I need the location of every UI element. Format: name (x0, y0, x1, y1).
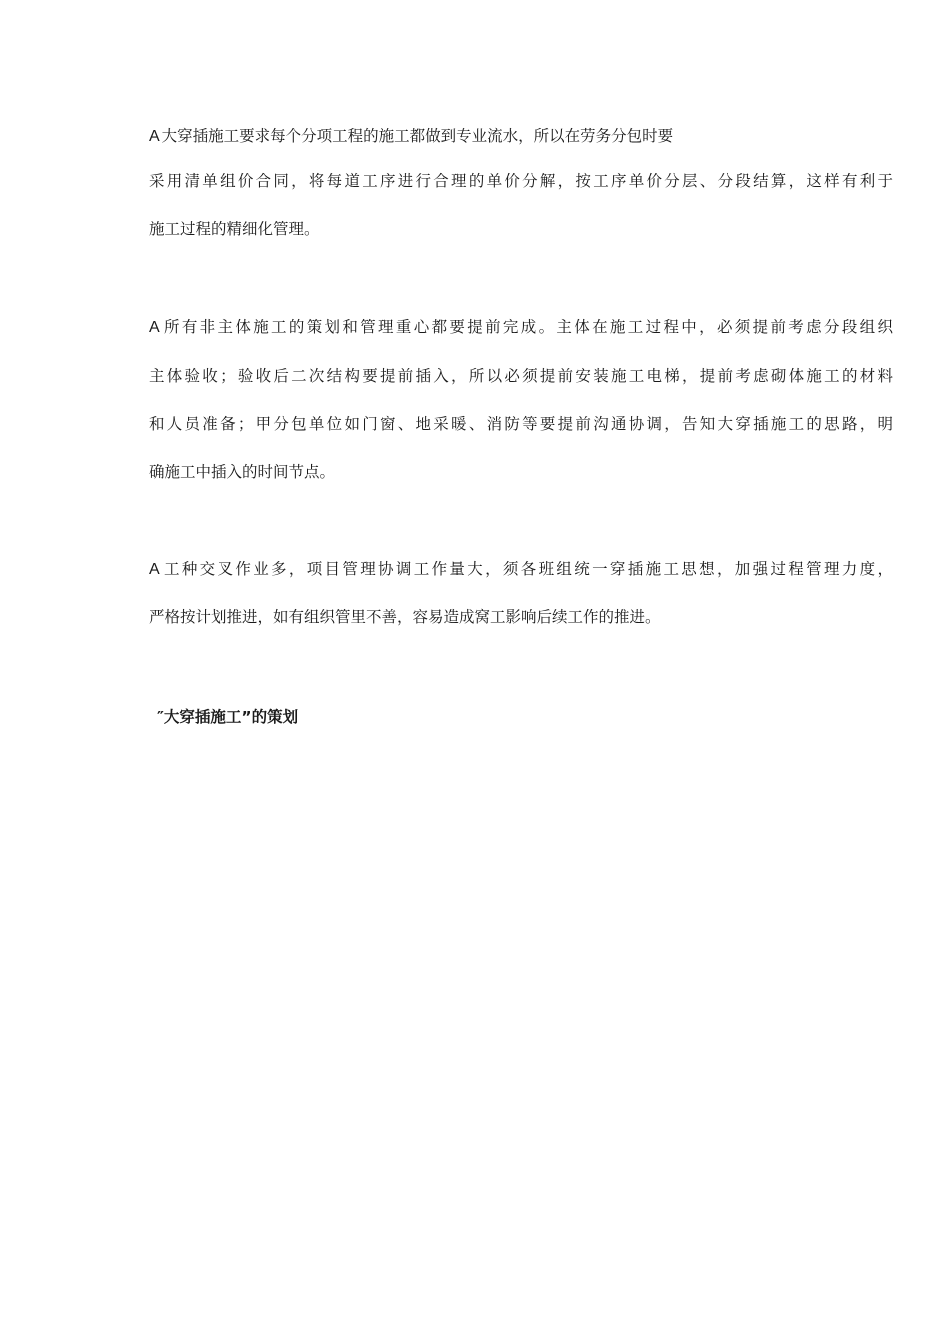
bullet-marker: A (149, 319, 160, 336)
paragraph-1-line-2: 采用清单组价合同，将每道工序进行合理的单价分解，按工序单价分层、分段结算，这样有利于 (149, 172, 893, 190)
paragraph-2-line-2: 主体验收；验收后二次结构要提前插入，所以必须提前安装施工电梯，提前考虑砌体施工的材料 (149, 367, 893, 385)
paragraph-1-line-3: 施工过程的精细化管理。 (149, 220, 320, 238)
line-text: 大穿插施工要求每个分项工程的施工都做到专业流水，所以在劳务分包时要 (161, 127, 674, 145)
line-text: 所有非主体施工的策划和管理重心都要提前完成。主体在施工过程中，必须提前考虑分段组织 (161, 318, 893, 336)
section-heading: ″大穿插施工”的策划 (157, 708, 299, 726)
paragraph-2-line-4: 确施工中插入的时间节点。 (149, 463, 336, 481)
paragraph-3-line-2: 严格按计划推进，如有组织管里不善，容易造成窝工影响后续工作的推进。 (149, 608, 661, 626)
paragraph-1-line-1 (149, 126, 673, 147)
bullet-marker: A (149, 561, 160, 578)
line-text: 工种交叉作业多，项目管理协调工作量大，须各班组统一穿插施工思想，加强过程管理力度， (161, 560, 893, 578)
paragraph-3-line-1 (149, 559, 893, 580)
bullet-marker: A (149, 128, 160, 145)
paragraph-2-line-1 (149, 317, 893, 338)
paragraph-2-line-3: 和人员准备；甲分包单位如门窗、地采暖、消防等要提前沟通协调，告知大穿插施工的思路，明 (149, 415, 893, 433)
